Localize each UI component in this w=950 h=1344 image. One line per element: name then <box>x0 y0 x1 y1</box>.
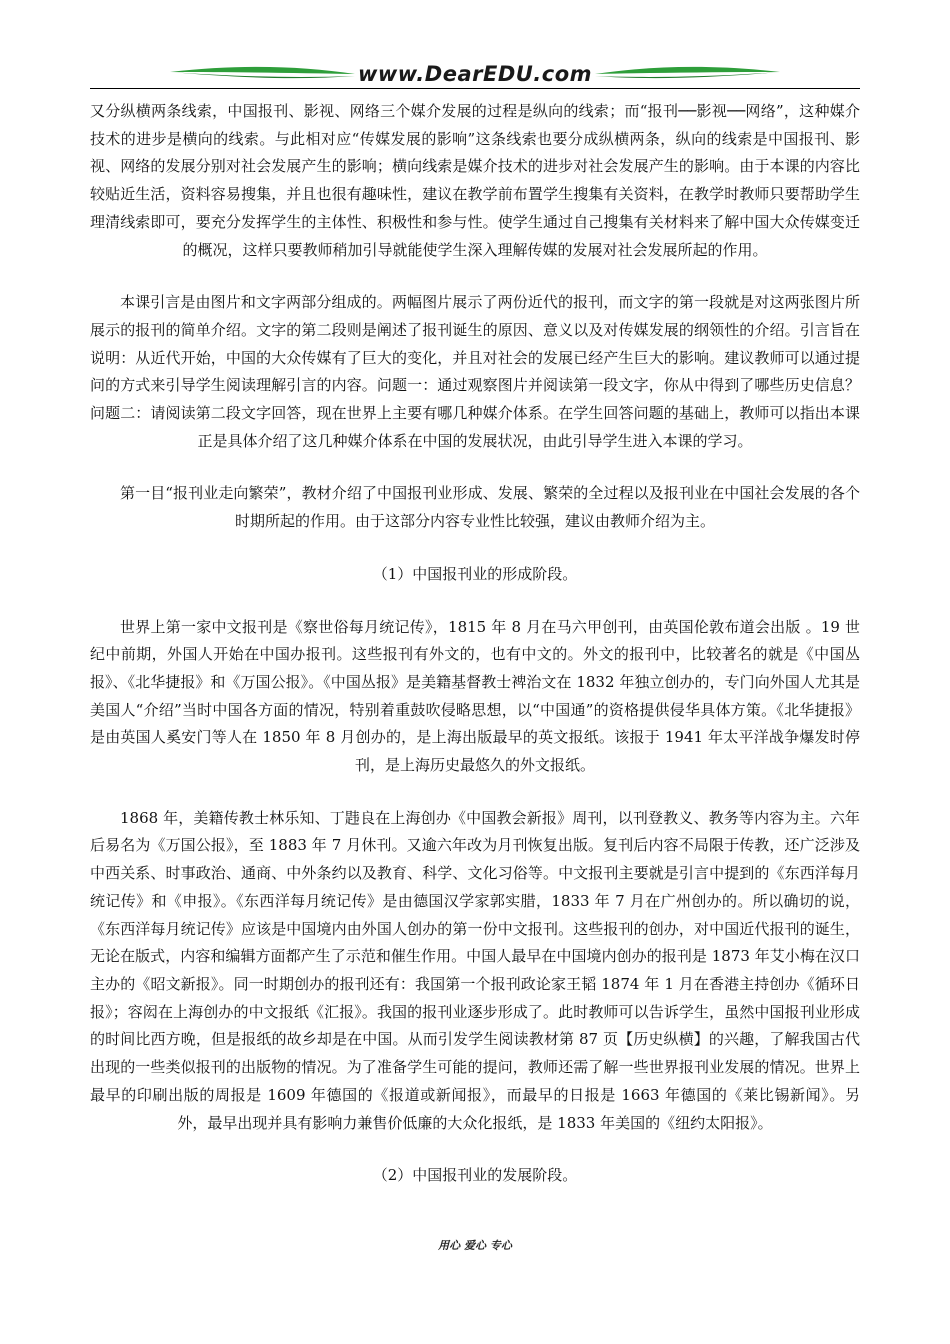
header-rule <box>90 88 860 89</box>
footer-motto: 用心 爱心 专心 <box>438 1239 512 1252</box>
section-heading-1: （1）中国报刊业的形成阶段。 <box>372 564 578 583</box>
site-logo-text: www.DearEDU.com <box>357 62 593 86</box>
paragraph-4: 世界上第一家中文报刊是《察世俗每月统记传》，1815 年 8 月在马六甲创刊，由英国伦敦布道会出版 。19 世纪中前期，外国人开始在中国办报刊。这些报刊有外文的，也有中文的。外文的报刊中，比较著名的就是《中国丛报》、《北华捷报》和《万国公报》。《中国丛报》是美籍基督教士裨治文在 1832 年独立创办的，专门向外国人尤其是美国人“介绍”当时中国各方面的情况，特别着重鼓吹侵略思想，以“中国通”的资格提供侵华具体方策。《北华捷报》是由英国人奚安门等人在 1850 年 8 月创办的，是上海出版最早的英文报纸。该报于 1941 年太平洋战争爆发时停刊，是上海历史最悠久的外文报纸。 <box>90 617 860 775</box>
paragraph-1: 又分纵横两条线索，中国报刊、影视、网络三个媒介发展的过程是纵向的线索；而“报刊──影视──网络”，这种媒介技术的进步是横向的线索。与此相对应“传媒发展的影响”这条线索也要分成纵横两条，纵向的线索是中国报刊、影视、网络的发展分别对社会发展产生的影响；横向线索是媒介技术的进步对社会发展产生的影响。由于本课的内容比较贴近生活，资料容易搜集，并且也很有趣味性，建议在教学前布置学生搜集有关资料，在教学时教师只要帮助学生理清线索即可，要充分发挥学生的主体性、积极性和参与性。使学生通过自己搜集有关材料来了解中国大众传媒变迁的概况，这样只要教师稍加引导就能使学生深入理解传媒的发展对社会发展所起的作用。 <box>90 102 860 259</box>
paragraph-2: 本课引言是由图片和文字两部分组成的。两幅图片展示了两份近代的报刊，而文字的第一段就是对这两张图片所展示的报刊的简单介绍。文字的第二段则是阐述了报刊诞生的原因、意义以及对传媒发展的纲领性的介绍。引言旨在说明：从近代开始，中国的大众传媒有了巨大的变化，并且对社会的发展已经产生巨大的影响。建议教师可以通过提问的方式来引导学生阅读理解引言的内容。问题一：通过观察图片并阅读第一段文字，你从中得到了哪些历史信息？问题二：请阅读第二段文字回答，现在世界上主要有哪几种媒介体系。在学生回答问题的基础上，教师可以指出本课正是具体介绍了这几种媒介体系在中国的发展状况，由此引导学生进入本课的学习。 <box>90 293 860 450</box>
paragraph-5: 1868 年，美籍传教士林乐知、丁韪良在上海创办《中国教会新报》周刊，以刊登教义、教务等内容为主。六年后易名为《万国公报》，至 1883 年 7 月休刊。又逾六年改为月刊恢复出版。复刊后内容不局限于传教，还广泛涉及中西关系、时事政治、通商、中外条约以及教育、科学、文化习俗等。中文报刊主要就是引言中提到的《东西洋每月统记传》和《申报》。《东西洋每月统记传》是由德国汉学家郭实腊，1833 年 7 月在广州创办的。所以确切的说，《东西洋每月统记传》应该是中国境内由外国人创办的第一份中文报刊。这些报刊的创办，对中国近代报刊的诞生，无论在版式，内容和编辑方面都产生了示范和催生作用。中国人最早在中国境内创办的报刊是 1873 年艾小梅在汉口主办的《昭文新报》。同一时期创办的报刊还有：我国第一个报刊政论家王韬 1874 年 1 月在香港主持创办《循环日报》；容闳在上海创办的中文报纸《汇报》。我国的报刊业逐步形成了。此时教师可以告诉学生，虽然中国报刊业形成的时间比西方晚，但是报纸的故乡却是在中国。从而引发学生阅读教材第 87 页【历史纵横】的兴趣，了解我国古代出现的一些类似报刊的出版物的情况。为了准备学生可能的提问，教师还需了解一些世界报刊业发展的情况。世界上最早的印刷出版的周报是 1609 年德国的《报道或新闻报》，而最早的日报是 1663 年德国的《莱比锡新闻》。另外，最早出现并具有影响力兼售价低廉的大众化报纸，是 1833 年美国的《纽约太阳报》。 <box>90 808 860 1132</box>
section-heading-2: （2）中国报刊业的发展阶段。 <box>372 1166 578 1185</box>
paragraph-3: 第一目“报刊业走向繁荣”，教材介绍了中国报刊业形成、发展、繁荣的全过程以及报刊业在中国社会发展的各个时期所起的作用。由于这部分内容专业性比较强，建议由教师介绍为主。 <box>120 484 860 531</box>
document-body <box>90 98 860 1215</box>
